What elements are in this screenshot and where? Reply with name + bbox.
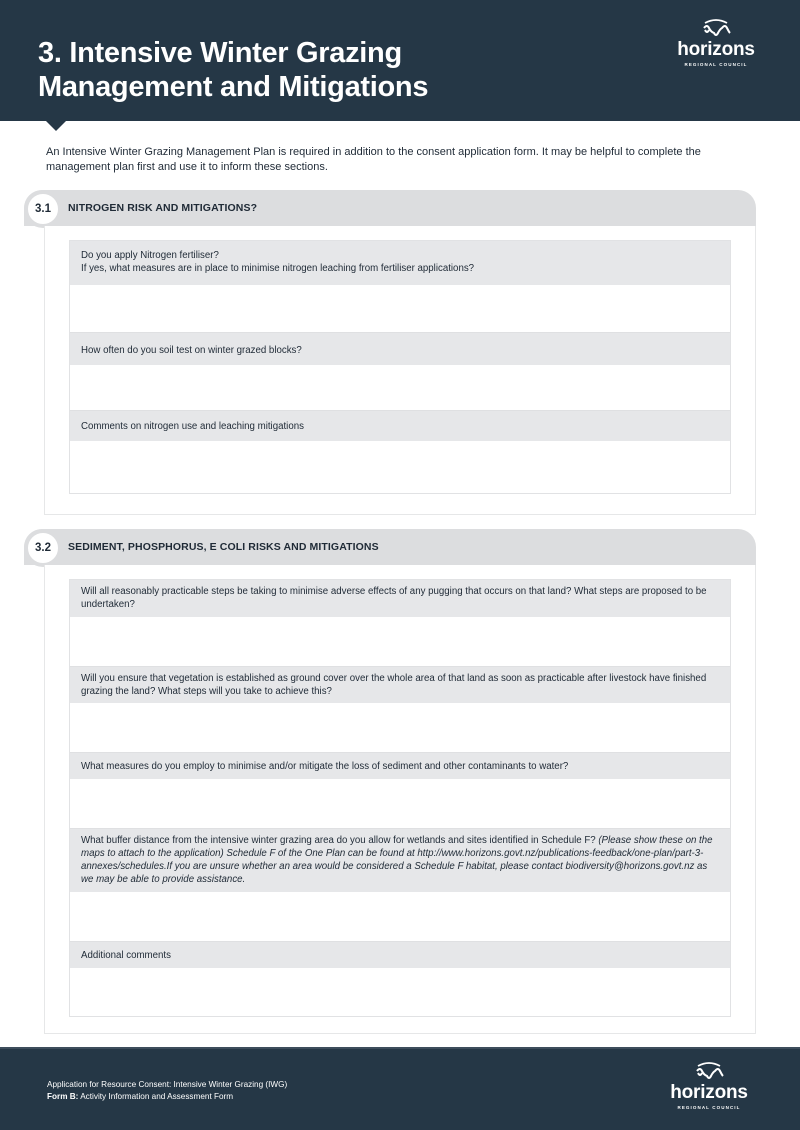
section-title: NITROGEN RISK AND MITIGATIONS?: [68, 202, 258, 214]
header-pointer-arrow: [46, 121, 66, 131]
section-number-badge: 3.2: [24, 529, 62, 567]
page-header: [0, 0, 800, 121]
question-text: What buffer distance from the intensive winter grazing area do you allow for wetlands and sites identified in Schedule F?: [81, 835, 596, 846]
horizons-wave-icon: [694, 1061, 724, 1083]
page-title-line-1: 3. Intensive Winter Grazing: [38, 37, 402, 69]
sediment-measures-answer-field[interactable]: [70, 779, 730, 828]
page-title-line-2: Management and Mitigations: [38, 71, 429, 103]
question-text: Do you apply Nitrogen fertiliser?: [81, 250, 219, 261]
question-table: [69, 240, 731, 494]
page-title: [38, 36, 428, 104]
additional-comments-answer-field[interactable]: [70, 968, 730, 1016]
question-label: [70, 580, 730, 617]
footer-line-1: Application for Resource Consent: Intensive Winter Grazing (IWG): [47, 1080, 288, 1089]
section-number-badge: 3.1: [24, 190, 62, 228]
question-text: What measures do you employ to minimise and/or mitigate the loss of sediment and other contaminants to water?: [81, 761, 569, 772]
question-label: [70, 828, 730, 892]
question-text: Will you ensure that vegetation is established as ground cover over the whole area of that land as soon as practicable after livestock have finished grazing the land? What steps will you take to achieve this?: [81, 673, 707, 697]
form-name: Activity Information and Assessment Form: [78, 1092, 234, 1101]
footer-line-2: [47, 1091, 287, 1103]
question-text: How often do you soil test on winter grazed blocks?: [81, 345, 302, 356]
form-label: Form B:: [47, 1092, 79, 1101]
section-3-1: [24, 190, 756, 515]
question-note: (Please show these on the maps to attach to the application) Schedule F of the One Plan can be found at http://www.horizons.govt.nz/publications-feedback/one-plan/part-3-annexes/schedules.If you are unsure whether an area would be considered a Schedule F habitat, please contact biodiversity@horizons.govt.nz as we may be able to provide assistance.: [81, 835, 713, 885]
buffer-distance-answer-field[interactable]: [70, 892, 730, 941]
logo-subtitle: REGIONAL COUNCIL: [677, 1105, 741, 1110]
logo-wordmark: horizons: [670, 1082, 748, 1103]
section-body: [44, 226, 756, 515]
nitrogen-fertiliser-answer-field[interactable]: [70, 285, 730, 332]
question-text: Will all reasonably practicable steps be taking to minimise adverse effects of any pugging that occurs on that land? What steps are proposed to be undertaken?: [81, 586, 707, 610]
section-title: SEDIMENT, PHOSPHORUS, E COLI RISKS AND MITIGATIONS: [68, 541, 379, 553]
soil-test-answer-field[interactable]: [70, 365, 730, 410]
horizons-logo-footer: [664, 1061, 754, 1110]
horizons-logo: [671, 18, 761, 67]
question-text: Comments on nitrogen use and leaching mitigations: [81, 421, 304, 432]
intro-text: An Intensive Winter Grazing Management Plan is required in addition to the consent application form. It may be helpful to complete the management plan first and use it to inform these sections.: [46, 146, 701, 173]
question-label: [70, 666, 730, 703]
section-body: [44, 565, 756, 1034]
question-label: [70, 241, 730, 285]
page-footer: [0, 1047, 800, 1130]
logo-wordmark: horizons: [677, 39, 755, 60]
question-label: [70, 752, 730, 779]
nitrogen-comments-answer-field[interactable]: [70, 441, 730, 493]
footer-text: [47, 1079, 287, 1103]
question-label: [70, 941, 730, 968]
section-3-2: [24, 529, 756, 1034]
question-label: [70, 332, 730, 365]
logo-subtitle: REGIONAL COUNCIL: [684, 62, 748, 67]
section-header: [24, 190, 756, 226]
section-header: [24, 529, 756, 565]
question-text: If yes, what measures are in place to minimise nitrogen leaching from fertiliser applications?: [81, 263, 475, 274]
question-text: Additional comments: [81, 950, 171, 961]
horizons-wave-icon: [701, 18, 731, 40]
pugging-answer-field[interactable]: [70, 617, 730, 666]
question-label: [70, 410, 730, 441]
vegetation-answer-field[interactable]: [70, 703, 730, 752]
question-table: [69, 579, 731, 1017]
